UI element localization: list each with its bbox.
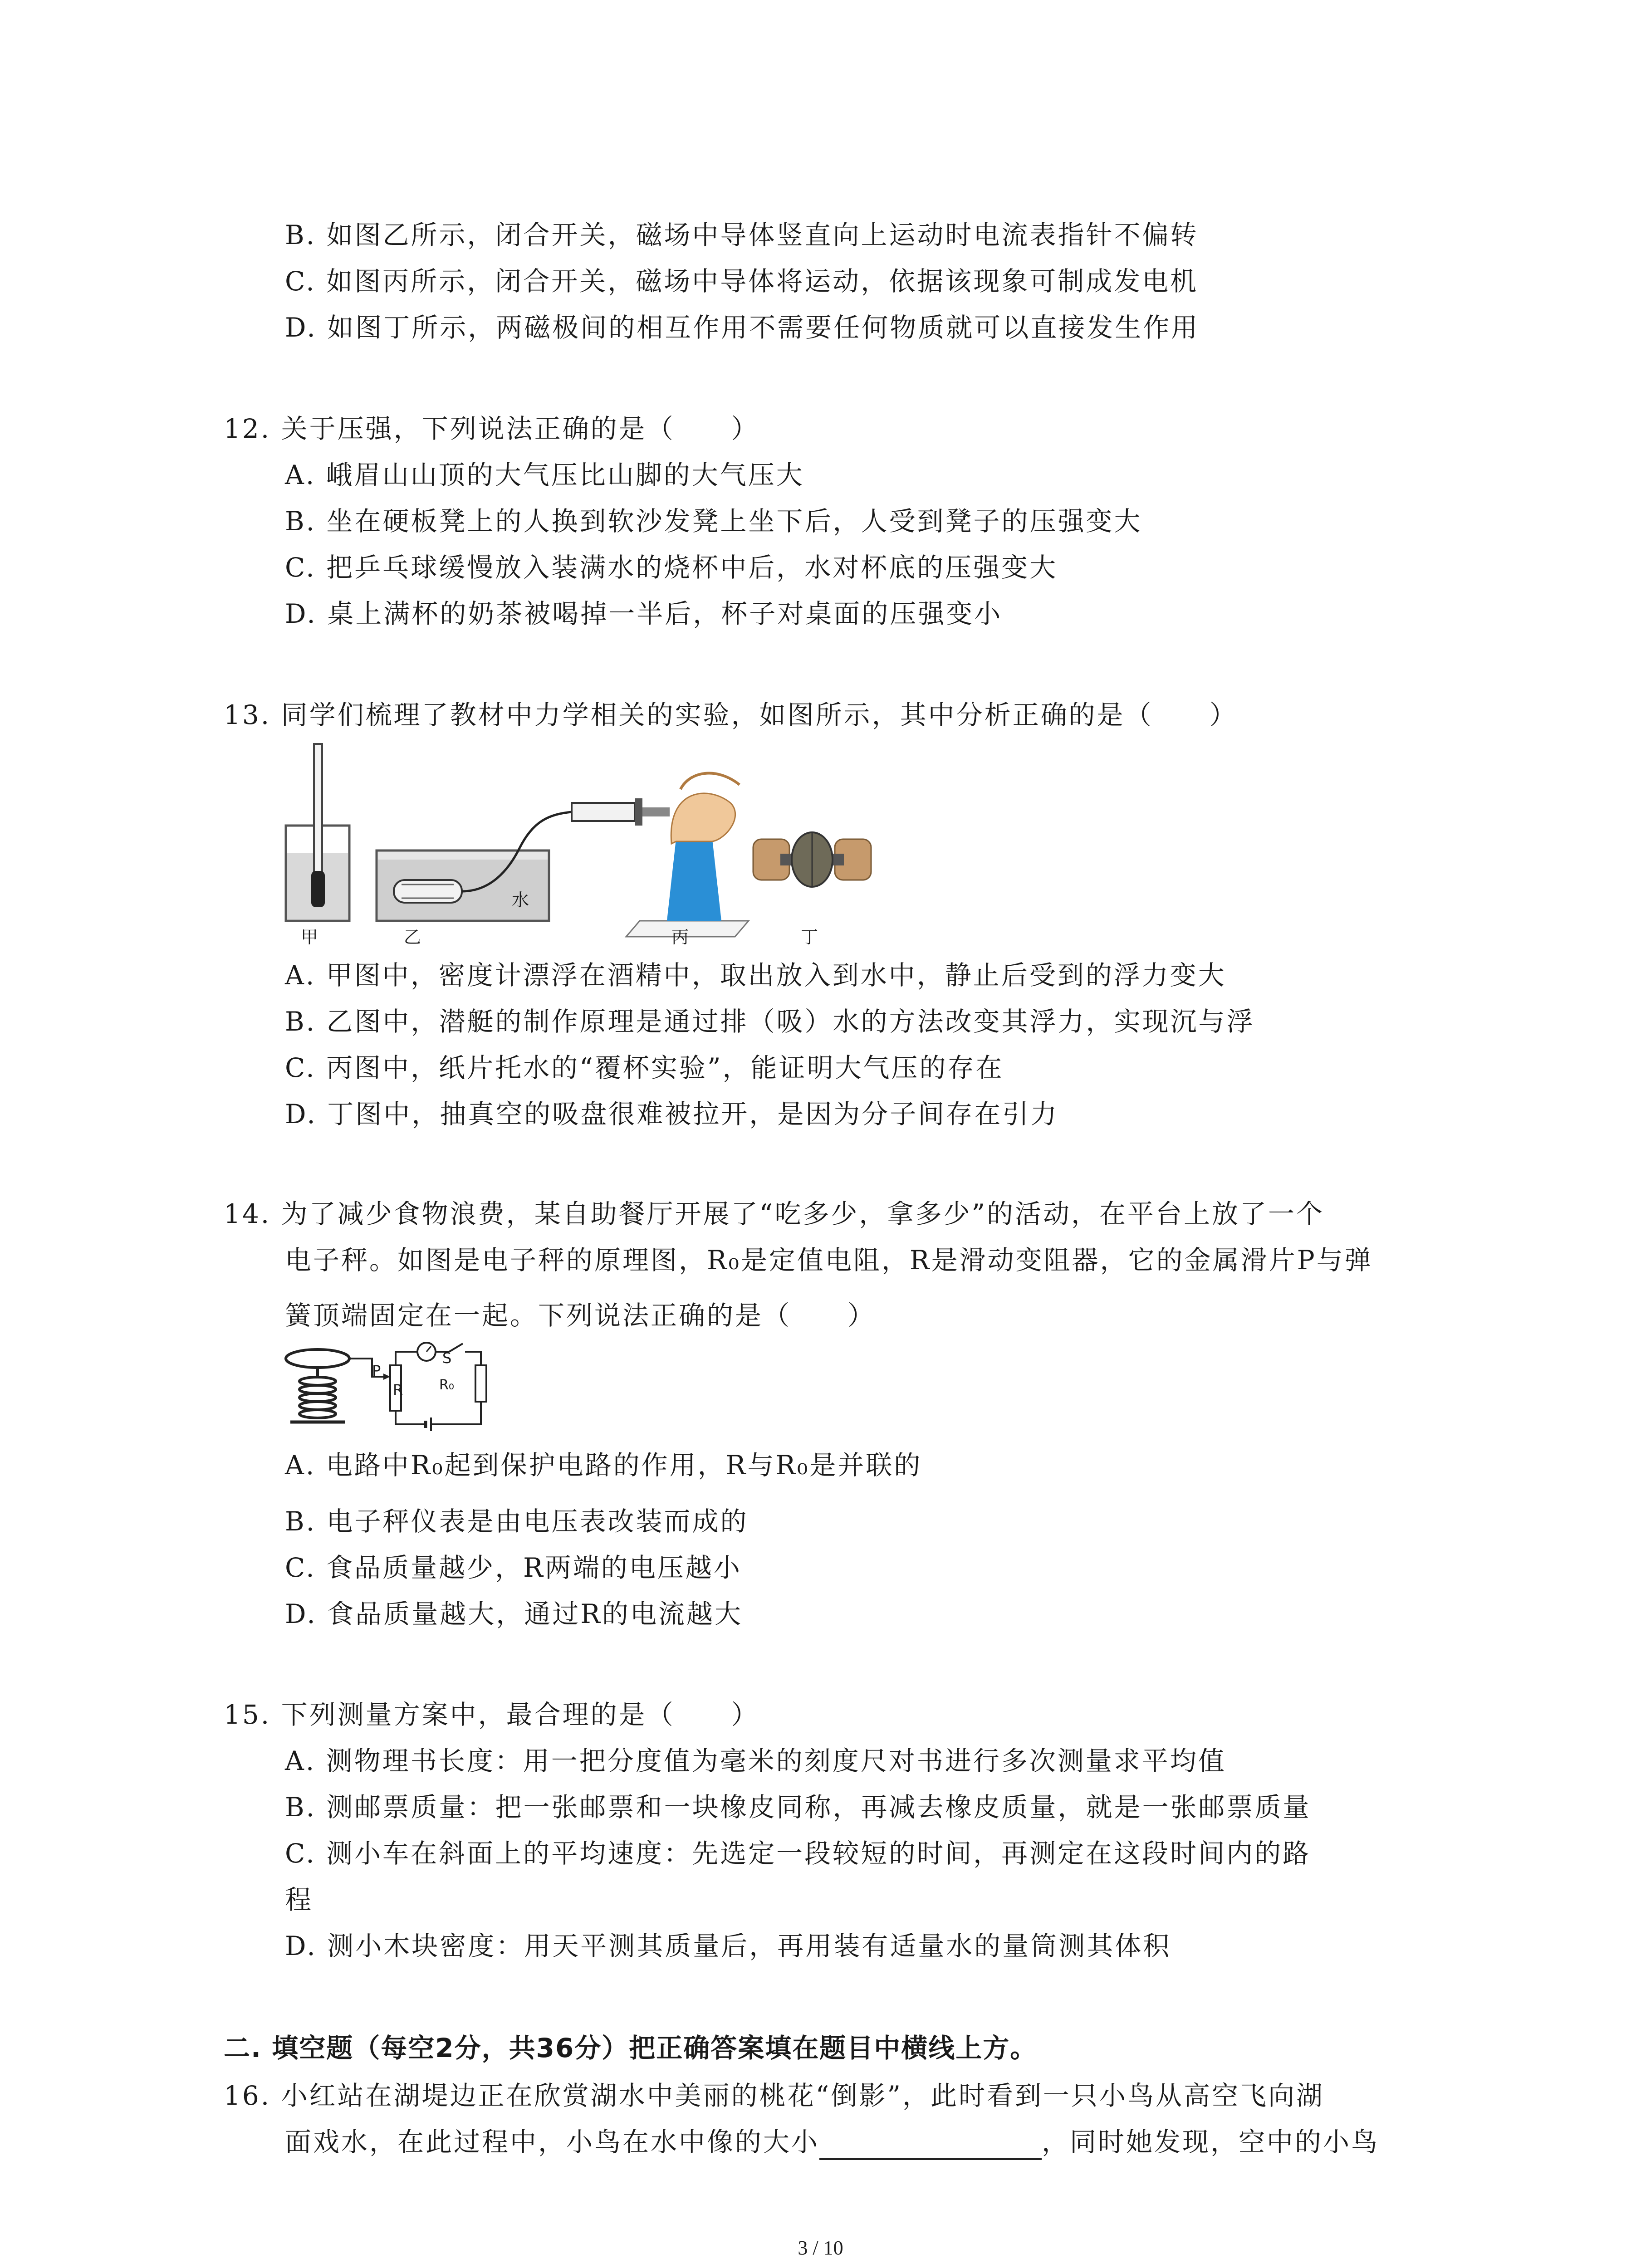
q14-option-c: C. 食品质量越少，R两端的电压越小: [285, 1552, 742, 1583]
q13-option-c: C. 丙图中，纸片托水的“覆杯实验”，能证明大气压的存在: [285, 1052, 1004, 1083]
q15-option-c-line1: C. 测小车在斜面上的平均速度：先选定一段较短的时间，再测定在这段时间内的路: [285, 1838, 1311, 1869]
fig-label-p: P: [372, 1362, 381, 1379]
inverted-cup-illustration: [626, 773, 749, 937]
q12-option-a: A. 峨眉山山顶的大气压比山脚的大气压大: [285, 459, 804, 490]
q11-option-c: C. 如图丙所示，闭合开关，磁场中导体将运动，依据该现象可制成发电机: [285, 266, 1199, 297]
fig-label-r0: R₀: [439, 1377, 454, 1393]
q13-figure: [272, 735, 907, 957]
q13-option-b: B. 乙图中，潜艇的制作原理是通过排（吸）水的方法改变其浮力，实现沉与浮: [285, 1006, 1255, 1037]
q15-option-a: A. 测物理书长度：用一把分度值为毫米的刻度尺对书进行多次测量求平均值: [285, 1745, 1226, 1776]
q14-stem-line3: 簧顶端固定在一起。下列说法正确的是（ ）: [285, 1300, 876, 1331]
q15-stem: 15. 下列测量方案中，最合理的是（ ）: [224, 1699, 759, 1730]
fig-label-yi: 乙: [404, 927, 421, 947]
q14-circuit-figure: [281, 1338, 495, 1438]
fig-label-jia: 甲: [301, 927, 318, 947]
q14-stem-line1: 14. 为了减少食物浪费，某自助餐厅开展了“吃多少，拿多少”的活动，在平台上放了一个: [224, 1198, 1324, 1229]
q12-option-c: C. 把乒乓球缓慢放入装满水的烧杯中后，水对杯底的压强变大: [285, 552, 1058, 583]
q15-option-d: D. 测小木块密度：用天平测其质量后，再用装有适量水的量筒测其体积: [285, 1931, 1171, 1961]
q15-option-b: B. 测邮票质量：把一张邮票和一块橡皮同称，再减去橡皮质量，就是一张邮票质量: [285, 1792, 1311, 1823]
q13-stem: 13. 同学们梳理了教材中力学相关的实验，如图所示，其中分析正确的是（ ）: [224, 699, 1238, 730]
q16-stem-line2: [285, 2124, 1379, 2160]
q16-answer-blank[interactable]: [819, 2131, 1042, 2160]
q14-option-d: D. 食品质量越大，通过R的电流越大: [285, 1598, 743, 1629]
q11-option-b: B. 如图乙所示，闭合开关，磁场中导体竖直向上运动时电流表指针不偏转: [285, 220, 1199, 250]
q14-option-b: B. 电子秤仪表是由电压表改装而成的: [285, 1506, 749, 1537]
q16-text-before-blank: 面戏水，在此过程中，小鸟在水中像的大小: [285, 2126, 820, 2157]
fig-label-s: S: [442, 1349, 452, 1367]
q13-option-d: D. 丁图中，抽真空的吸盘很难被拉开，是因为分子间存在引力: [285, 1099, 1059, 1129]
q12-option-b: B. 坐在硬板凳上的人换到软沙发凳上坐下后，人受到凳子的压强变大: [285, 506, 1142, 537]
page-number: 3 / 10: [798, 2237, 843, 2259]
fig-label-water: 水: [512, 890, 529, 910]
fig-label-ding: 丁: [801, 927, 818, 947]
beaker-hydrometer-illustration: [286, 744, 349, 921]
q13-option-a: A. 甲图中，密度计漂浮在酒精中，取出放入到水中，静止后受到的浮力变大: [285, 960, 1226, 991]
q12-stem: 12. 关于压强，下列说法正确的是（ ）: [224, 413, 759, 444]
q15-option-c-line2: 程: [285, 1884, 314, 1915]
q16-stem-line1: 16. 小红站在湖堤边正在欣赏湖水中美丽的桃花“倒影”，此时看到一只小鸟从高空飞向湖: [224, 2080, 1324, 2111]
q12-option-d: D. 桌上满杯的奶茶被喝掉一半后，杯子对桌面的压强变小: [285, 598, 1003, 629]
section-2-heading: 二. 填空题（每空2分，共36分）把正确答案填在题目中横线上方。: [224, 2033, 1038, 2063]
q16-text-after-blank: ，同时她发现，空中的小鸟: [1042, 2126, 1380, 2157]
suction-cup-illustration: [753, 832, 871, 887]
q14-stem-line2: 电子秤。如图是电子秤的原理图，R₀是定值电阻，R是滑动变阻器，它的金属滑片P与弹: [285, 1245, 1373, 1276]
fig-label-bing: 丙: [671, 927, 689, 947]
q11-option-d: D. 如图丁所示，两磁极间的相互作用不需要任何物质就可以直接发生作用: [285, 312, 1200, 343]
q14-option-a: A. 电路中R₀起到保护电路的作用，R与R₀是并联的: [285, 1450, 922, 1481]
fig-label-r: R: [393, 1381, 403, 1398]
